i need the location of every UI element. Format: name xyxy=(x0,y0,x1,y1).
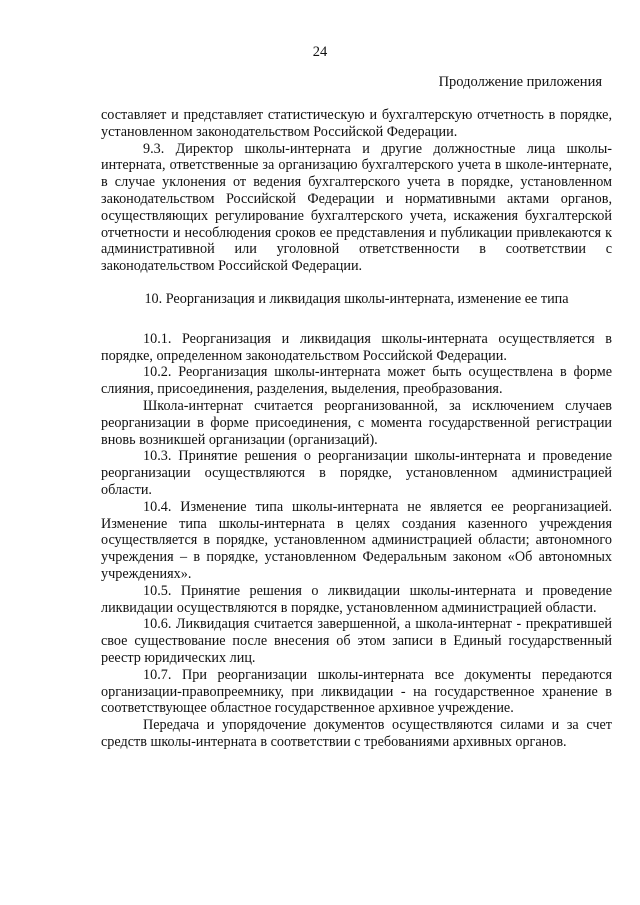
section-heading: 10. Реорганизация и ликвидация школы-интерната, изменение ее типа xyxy=(144,290,569,307)
paragraph-10-7: 10.7. При реорганизации школы-интерната все документы передаются организации-правопреемнику, при ликвидации - на государственное хранение в соответствующее областное государственное архивное учреждение. xyxy=(101,666,612,717)
page-number: 24 xyxy=(312,44,328,60)
appendix-continuation-header: Продолжение приложения xyxy=(438,74,602,90)
paragraph-10-1: 10.1. Реорганизация и ликвидация школы-интерната осуществляется в порядке, определенном законодательством Российской Федерации. xyxy=(101,330,612,364)
paragraph-document-transfer: Передача и упорядочение документов осуществляются силами и за счет средств школы-интерната в соответствии с требованиями архивных органов. xyxy=(101,717,612,750)
paragraph-reorganization-moment: Школа-интернат считается реорганизованной, за исключением случаев реорганизации в форме присоединения, с момента государственной регистрации вновь возникшей организации (организаций). xyxy=(101,397,612,448)
paragraph-10-5: 10.5. Принятие решения о ликвидации школы-интерната и проведение ликвидации осуществляются в порядке, установленном администрацией области. xyxy=(101,582,612,616)
paragraph-10-3: 10.3. Принятие решения о реорганизации школы-интерната и проведение реорганизации осуществляются в порядке, установленном администрацией области. xyxy=(101,448,612,498)
paragraph-10-2: 10.2. Реорганизация школы-интерната может быть осуществлена в форме слияния, присоединения, разделения, выделения, преобразования. xyxy=(101,364,612,398)
document-body xyxy=(101,107,612,751)
paragraph-9-3: 9.3. Директор школы-интерната и другие должностные лица школы-интерната, ответственные за организацию бухгалтерского учета в школе-интернате, в случае уклонения от ведения бухгалтерского учета в порядке, установленном законодательством Российской Федерации и нормативными актами органов, осуществляющих регулирование бухгалтерского учета, искажения бухгалтерской отчетности и несоблюдения сроков ее представления и публикации привлекаются к административной или уголовной ответственности в соответствии с законодательством Российской Федерации. xyxy=(101,140,612,275)
paragraph: составляет и представляет статистическую и бухгалтерскую отчетность в порядке, установленном законодательством Российской Федерации. xyxy=(101,107,612,140)
paragraph-10-6: 10.6. Ликвидация считается завершенной, а школа-интернат - прекратившей свое существование после внесения об этом записи в Единый государственный реестр юридических лиц. xyxy=(101,616,612,666)
paragraph-10-4: 10.4. Изменение типа школы-интерната не является ее реорганизацией. Изменение типа школы-интерната в целях создания казенного учреждения осуществляется в порядке, установленном администрацией области; автономного учреждения – в порядке, установленном Федеральным законом «Об автономных учреждениях». xyxy=(101,498,612,582)
